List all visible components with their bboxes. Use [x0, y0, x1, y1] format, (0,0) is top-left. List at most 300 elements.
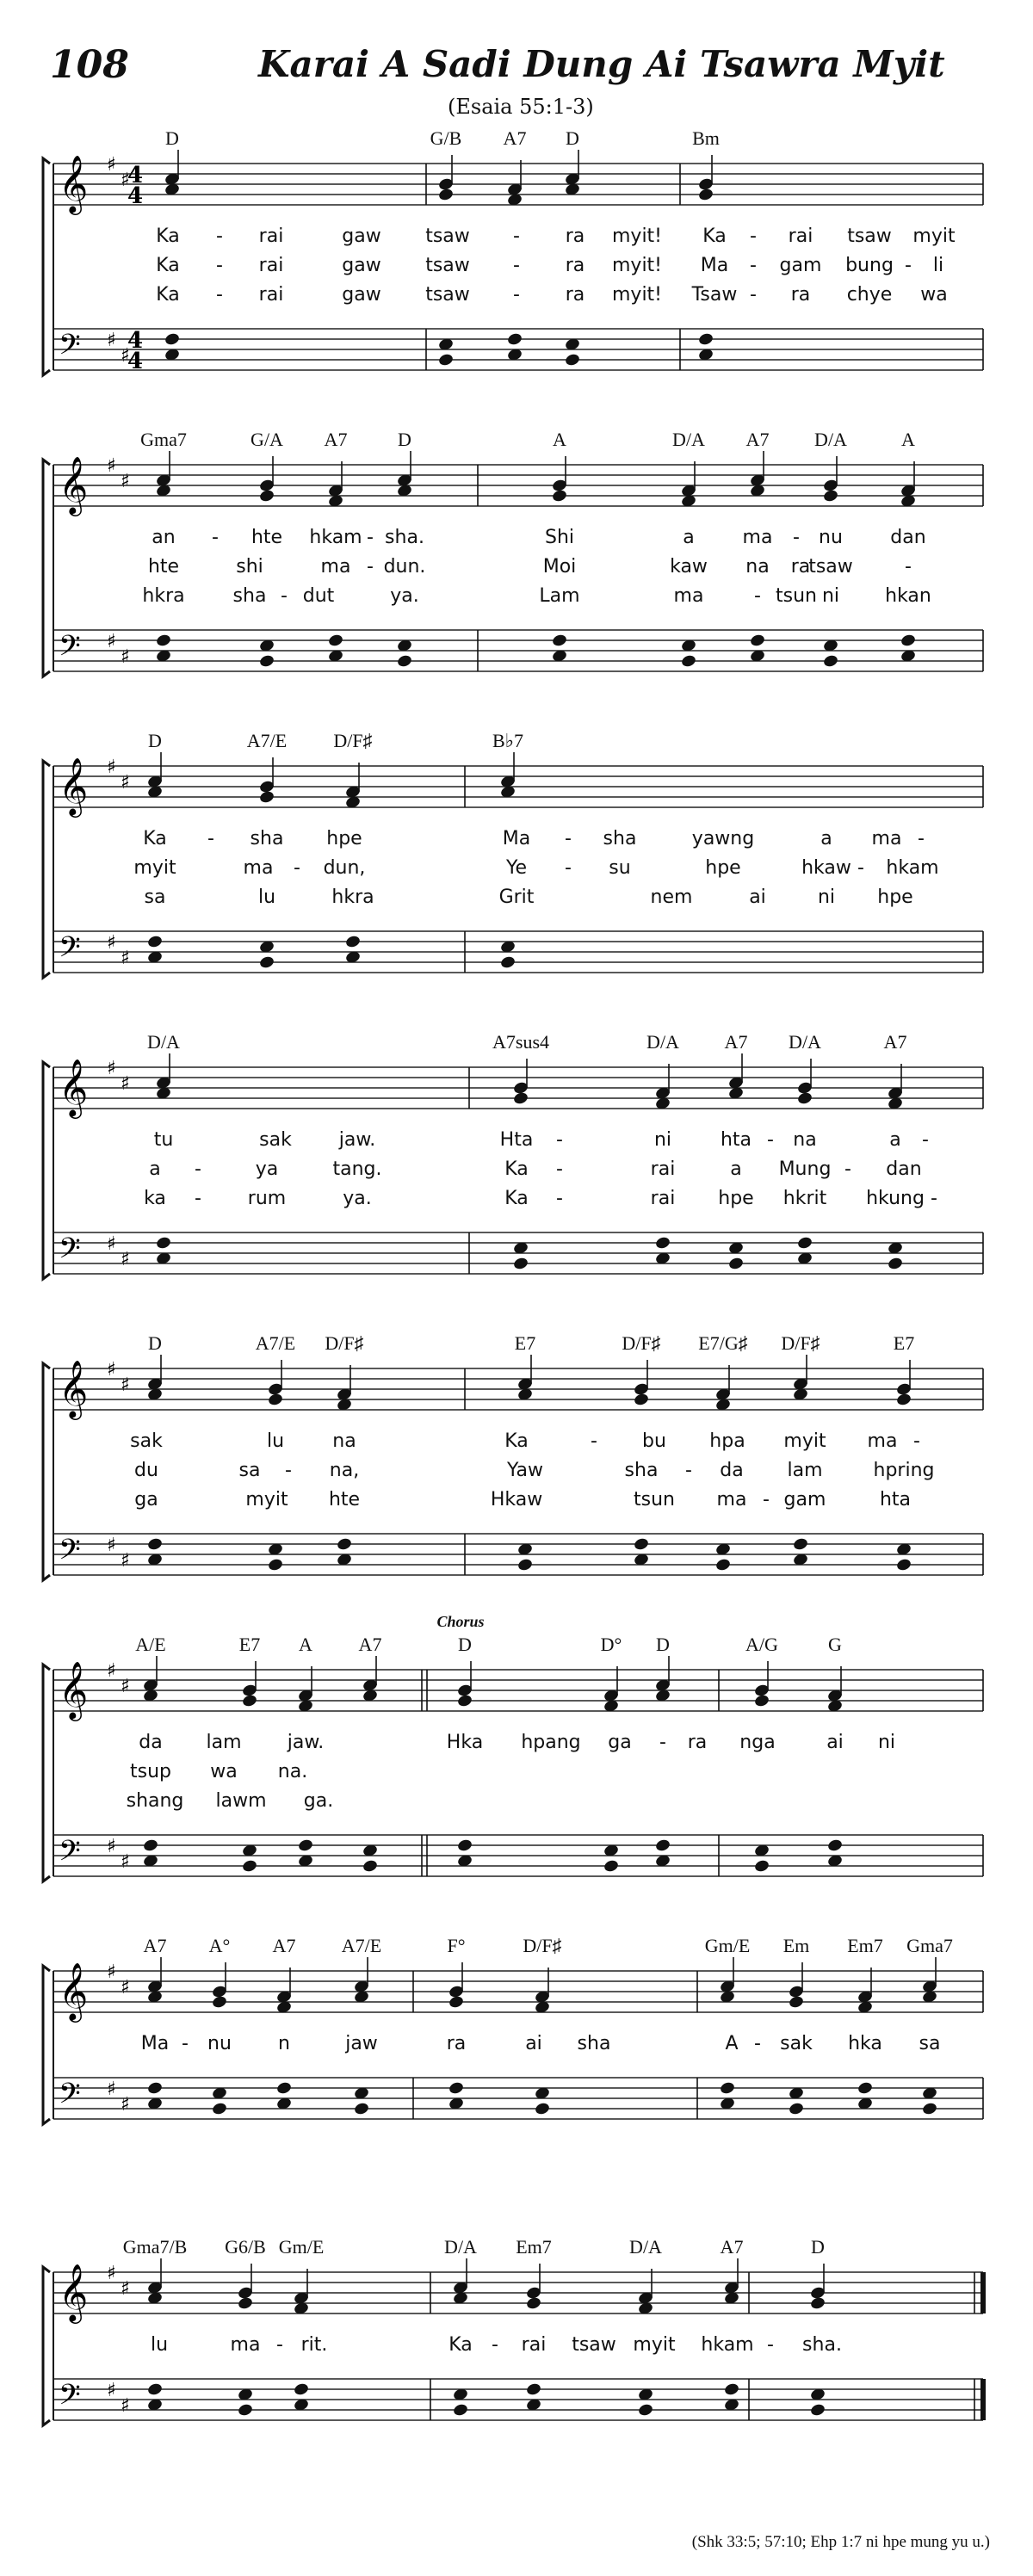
score-system [0, 2229, 1033, 2448]
lyric-syllable: sak [780, 2033, 813, 2054]
sharp-icon: ♯ [107, 932, 116, 954]
lyric-syllable: myit [912, 225, 956, 247]
chord-symbol: A7 [720, 2236, 744, 2258]
bass-clef-icon: 𝄢 [59, 931, 81, 971]
lyric-syllable: Ka [156, 225, 180, 247]
lyric-syllable: hkaw [801, 857, 851, 879]
chord-symbol: D [398, 429, 411, 450]
notehead [809, 2403, 826, 2418]
chord-symbol: A7 [503, 127, 527, 149]
chord-symbol: D [656, 1634, 670, 1655]
lyric-syllable: hkan [885, 585, 931, 607]
sharp-icon: ♯ [107, 1535, 116, 1556]
chord-symbol: D/F♯ [325, 1332, 364, 1354]
lyric-syllable: ra [565, 255, 585, 276]
lyric-syllable: myit [633, 2334, 676, 2356]
lyric-syllable: rai [258, 284, 284, 306]
lyric-syllable: - [195, 1158, 201, 1180]
bass-clef-icon: 𝄢 [59, 2078, 81, 2117]
lyric-syllable: da [139, 1732, 163, 1753]
lyric-syllable: - [918, 828, 925, 849]
lyric-syllable: - [212, 527, 219, 548]
chord-symbol: D/A [814, 429, 847, 450]
chord-symbol: A7/E [255, 1332, 296, 1354]
lyric-syllable: - [857, 857, 864, 879]
notehead [297, 1838, 313, 1853]
chord-symbol: D [458, 1634, 472, 1655]
chord-symbol: G/B [430, 127, 462, 149]
chord-symbol: Gm/E [278, 2236, 325, 2258]
sharp-icon: ♯ [107, 330, 116, 351]
notehead [516, 1558, 533, 1572]
lyric-syllable: hta [720, 1129, 752, 1151]
notehead [146, 935, 163, 949]
lyric-syllable: - [556, 1129, 563, 1151]
notehead [697, 332, 714, 347]
lyric-syllable: ni [653, 1129, 672, 1151]
lyric-syllable: tu [153, 1129, 174, 1151]
notehead [437, 188, 454, 202]
lyric-syllable: hkrit [782, 1188, 827, 1209]
system-bracket [43, 158, 50, 375]
notehead [327, 633, 343, 648]
notehead [697, 188, 714, 202]
lyric-syllable: tsup [130, 1761, 171, 1782]
chord-symbol: A7sus4 [492, 1031, 550, 1053]
lyric-syllable: na [793, 1129, 817, 1151]
chord-symbol: A7/E [246, 730, 288, 751]
lyric-syllable: nu [819, 527, 843, 548]
lyric-syllable: bung [845, 255, 894, 276]
lyric-syllable: rai [258, 255, 284, 276]
lyric-syllable: wa [210, 1761, 238, 1782]
lyric-syllable: - [767, 1129, 774, 1151]
lyric-syllable: chye [846, 284, 893, 306]
lyric-syllable: shi [236, 556, 263, 578]
notehead [237, 2296, 253, 2311]
lyric-syllable: shang [126, 1790, 184, 1812]
lyric-syllable: - [294, 857, 300, 879]
lyric-syllable: - [905, 255, 912, 276]
notehead [727, 1257, 744, 1271]
lyric-syllable: ga [134, 1489, 158, 1510]
lyric-syllable: gam [779, 255, 822, 276]
treble-clef-icon: 𝄞 [59, 1359, 89, 1418]
sharp-icon: ♯ [121, 1977, 130, 1998]
hymn-title: Karai A Sadi Dung Ai Tsawra Myit [258, 43, 945, 85]
treble-clef-icon: 𝄞 [59, 1961, 89, 2020]
lyric-syllable: tsaw [847, 225, 892, 247]
lyric-syllable: wa [920, 284, 948, 306]
lyric-syllable: ga [608, 1732, 632, 1753]
lyric-syllable: rai [650, 1188, 676, 1209]
lyric-syllable: da [720, 1460, 744, 1481]
lyric-syllable: nu [207, 2033, 232, 2054]
notehead [448, 2081, 464, 2096]
notehead [448, 1995, 464, 2010]
lyric-syllable: - [216, 225, 223, 247]
lyric-syllable: - [216, 284, 223, 306]
lyric-syllable: lam [787, 1460, 823, 1481]
score-system [0, 120, 1033, 398]
chord-symbol: A/E [135, 1634, 166, 1655]
lyric-syllable: hpe [877, 886, 913, 908]
lyric-syllable: - [763, 1489, 770, 1510]
notehead [456, 1694, 473, 1708]
lyric-syllable: - [793, 527, 800, 548]
notehead [241, 1859, 257, 1874]
lyric-syllable: tsaw [572, 2334, 616, 2356]
lyric-syllable: sha. [802, 2334, 842, 2356]
notehead [456, 1838, 473, 1853]
notehead [525, 2296, 541, 2311]
notehead [719, 2081, 735, 2096]
lyric-syllable: sha [232, 585, 267, 607]
lyric-syllable: rai [521, 2334, 547, 2356]
lyric-syllable: hpang [521, 1732, 581, 1753]
lyric-syllable: hta [879, 1489, 912, 1510]
lyric-syllable: sha [577, 2033, 611, 2054]
bass-clef-icon: 𝄢 [59, 1835, 81, 1875]
lyric-syllable: - [767, 2334, 774, 2356]
sharp-icon: ♯ [107, 757, 116, 778]
lyric-syllable: sak [259, 1129, 292, 1151]
lyric-syllable: bu [642, 1430, 666, 1452]
chord-symbol: Gma7 [906, 1935, 953, 1956]
system-bracket [43, 1665, 50, 1881]
lyric-syllable: ni [877, 1732, 896, 1753]
lyric-syllable: ya. [390, 585, 419, 607]
chord-symbol: A7/E [341, 1935, 382, 1956]
chord-symbol: D/A [147, 1031, 180, 1053]
notehead [534, 2102, 550, 2116]
time-signature: 4 [127, 163, 144, 188]
scripture-reference: (Esaia 55:1-3) [448, 95, 594, 119]
treble-clef-icon: 𝄞 [59, 757, 89, 815]
notehead [633, 1537, 649, 1552]
notehead [633, 1393, 649, 1407]
sharp-icon: ♯ [121, 1374, 130, 1396]
lyric-syllable: tsaw [808, 556, 853, 578]
lyric-syllable: lu [257, 886, 276, 908]
notehead [146, 2382, 163, 2397]
chord-symbol: A7 [745, 429, 770, 450]
chord-symbol: A [553, 429, 566, 450]
notehead [267, 1558, 283, 1572]
lyric-syllable: Ka [504, 1430, 529, 1452]
chord-symbol: D [148, 1332, 162, 1354]
lyric-syllable: Ma [700, 255, 729, 276]
chord-symbol: D/A [629, 2236, 662, 2258]
notehead [749, 633, 765, 648]
lyric-syllable: ra [790, 556, 811, 578]
lyric-syllable: - [556, 1188, 563, 1209]
lyric-syllable: - [844, 1158, 851, 1180]
lyric-syllable: ma [742, 527, 773, 548]
notehead [499, 955, 516, 970]
sharp-icon: ♯ [107, 455, 116, 477]
lyric-syllable: ra [565, 225, 585, 247]
lyric-syllable: yawng [691, 828, 755, 849]
sharp-icon: ♯ [107, 1660, 116, 1682]
sharp-icon: ♯ [121, 1851, 130, 1873]
lyric-syllable: ya. [343, 1188, 372, 1209]
time-signature: 4 [127, 349, 144, 374]
lyric-syllable: - [750, 225, 757, 247]
notehead [723, 2382, 739, 2397]
notehead [551, 633, 567, 648]
notehead [826, 1838, 843, 1853]
lyric-syllable: lawm [215, 1790, 267, 1812]
notehead [512, 1257, 529, 1271]
lyric-syllable: ai [826, 1732, 844, 1753]
system-bracket [43, 1966, 50, 2124]
lyric-syllable: tsaw [425, 225, 470, 247]
chord-symbol: A° [208, 1935, 231, 1956]
chord-symbol: E7/G♯ [698, 1332, 748, 1354]
lyric-syllable: dun, [323, 857, 366, 879]
sharp-icon: ♯ [121, 1550, 130, 1572]
lyric-syllable: - [513, 255, 520, 276]
notehead [822, 654, 838, 669]
lyric-syllable: gaw [342, 284, 381, 306]
lyric-syllable: tsaw [425, 255, 470, 276]
treble-clef-icon: 𝄞 [59, 455, 89, 514]
chord-symbol: A7 [883, 1031, 907, 1053]
notehead [788, 1995, 804, 2010]
lyric-syllable: du [134, 1460, 158, 1481]
lyric-syllable: myit [783, 1430, 826, 1452]
sharp-icon: ♯ [107, 2263, 116, 2284]
lyric-syllable: dut [302, 585, 335, 607]
chord-symbol: E7 [893, 1332, 915, 1354]
sharp-icon: ♯ [107, 2380, 116, 2401]
lyric-syllable: ra [446, 2033, 467, 2054]
lyric-syllable: tsun [634, 1489, 675, 1510]
lyric-syllable: Ma [140, 2033, 170, 2054]
notehead [267, 1393, 283, 1407]
notehead [258, 489, 275, 503]
notehead [900, 633, 916, 648]
lyric-syllable: kaw [670, 556, 708, 578]
notehead [525, 2382, 541, 2397]
lyric-syllable: sha [250, 828, 284, 849]
chord-symbol: G6/B [225, 2236, 266, 2258]
lyric-syllable: myit! [611, 225, 663, 247]
lyric-syllable: dun. [383, 556, 426, 578]
notehead [237, 2403, 253, 2418]
lyric-syllable: gaw [342, 225, 381, 247]
notehead [146, 1537, 163, 1552]
lyric-syllable: - [591, 1430, 597, 1452]
bass-clef-icon: 𝄢 [59, 1534, 81, 1573]
notehead [258, 955, 275, 970]
lyric-syllable: - [750, 255, 757, 276]
lyric-syllable: - [565, 857, 572, 879]
notehead [680, 654, 696, 669]
notehead [452, 2403, 468, 2418]
lyric-syllable: - [216, 255, 223, 276]
chord-symbol: Bm [692, 127, 720, 149]
lyric-syllable: - [905, 556, 912, 578]
lyric-syllable: Ka [504, 1188, 529, 1209]
lyric-syllable: nga [739, 1732, 776, 1753]
lyric-syllable: hkam [701, 2334, 754, 2356]
lyric-syllable: - [492, 2334, 498, 2356]
chord-symbol: D/A [789, 1031, 821, 1053]
lyric-syllable: ma [867, 1430, 898, 1452]
chord-symbol: E7 [514, 1332, 536, 1354]
notehead [211, 1995, 227, 2010]
treble-clef-icon: 𝄞 [59, 1058, 89, 1116]
lyric-syllable: ra [790, 284, 811, 306]
lyric-syllable: hkra [331, 886, 374, 908]
lyric-syllable: - [207, 828, 214, 849]
time-signature: 4 [127, 328, 144, 354]
lyric-syllable: Mung [778, 1158, 832, 1180]
notehead [275, 2081, 292, 2096]
lyric-syllable: Hka [446, 1732, 484, 1753]
system-bracket [43, 1363, 50, 1580]
lyric-syllable: myit [133, 857, 176, 879]
notehead [654, 1838, 671, 1853]
lyric-syllable: - [931, 1188, 937, 1209]
notehead [164, 332, 180, 347]
sharp-icon: ♯ [107, 2079, 116, 2100]
sharp-icon: ♯ [121, 345, 130, 367]
lyric-syllable: - [367, 556, 374, 578]
notehead [753, 1694, 770, 1708]
lyric-syllable: ma [673, 585, 704, 607]
notehead [654, 1236, 671, 1251]
lyric-syllable: Hkaw [490, 1489, 543, 1510]
lyric-syllable: myit [245, 1489, 288, 1510]
chord-symbol: Gma7/B [122, 2236, 188, 2258]
lyric-syllable: myit! [611, 284, 663, 306]
treble-clef-icon: 𝄞 [59, 2263, 89, 2321]
lyric-syllable: hkam [309, 527, 362, 548]
lyric-syllable: sha [624, 1460, 659, 1481]
lyric-syllable: - [281, 585, 288, 607]
sharp-icon: ♯ [107, 1233, 116, 1255]
chorus-label: Chorus [436, 1613, 485, 1630]
chord-symbol: A7 [724, 1031, 748, 1053]
lyric-syllable: ma [243, 857, 274, 879]
score-system [0, 1024, 1033, 1301]
lyric-syllable: jaw. [338, 1129, 376, 1151]
sharp-icon: ♯ [121, 2278, 130, 2300]
bass-clef-icon: 𝄢 [59, 630, 81, 670]
notehead [921, 2102, 937, 2116]
lyric-syllable: - [754, 585, 761, 607]
chord-symbol: D [811, 2236, 825, 2258]
lyric-syllable: dan [886, 1158, 922, 1180]
lyric-syllable: - [367, 527, 374, 548]
lyric-syllable: rai [258, 225, 284, 247]
lyric-syllable: a [820, 828, 832, 849]
lyric-syllable: hkra [142, 585, 185, 607]
lyric-syllable: rai [788, 225, 813, 247]
chord-symbol: D [566, 127, 579, 149]
lyric-syllable: na [745, 556, 770, 578]
lyric-syllable: Moi [542, 556, 577, 578]
notehead [211, 2102, 227, 2116]
lyric-syllable: sa [238, 1460, 261, 1481]
chord-symbol: Em7 [516, 2236, 552, 2258]
lyric-syllable: Ka [702, 225, 727, 247]
sharp-icon: ♯ [107, 631, 116, 652]
lyric-syllable: an [152, 527, 176, 548]
lyric-syllable: Ka [448, 2334, 473, 2356]
lyric-syllable: Ka [143, 828, 167, 849]
sharp-icon: ♯ [121, 471, 130, 492]
chord-symbol: G [828, 1634, 842, 1655]
lyric-syllable: Shi [544, 527, 575, 548]
lyric-syllable: na, [329, 1460, 360, 1481]
treble-clef-icon: 𝄞 [59, 1660, 89, 1719]
notehead [142, 1838, 158, 1853]
chord-symbol: B♭7 [492, 730, 524, 751]
notehead [146, 2081, 163, 2096]
chord-symbol: A7 [143, 1935, 167, 1956]
bass-clef-icon: 𝄢 [59, 329, 81, 368]
lyric-syllable: - [513, 225, 520, 247]
notehead [792, 1537, 808, 1552]
sharp-icon: ♯ [121, 2395, 130, 2417]
chord-symbol: D/A [444, 2236, 477, 2258]
notehead [258, 790, 275, 805]
lyric-syllable: - [913, 1430, 920, 1452]
sharp-icon: ♯ [107, 1058, 116, 1079]
score-system [0, 1325, 1033, 1603]
lyric-syllable: rum [247, 1188, 287, 1209]
lyric-syllable: hpa [709, 1430, 745, 1452]
notehead [506, 332, 523, 347]
lyric-syllable: Tsaw [691, 284, 738, 306]
lyric-syllable: ai [749, 886, 766, 908]
lyric-syllable: - [285, 1460, 292, 1481]
lyric-syllable: ma [320, 556, 351, 578]
notehead [551, 489, 567, 503]
lyric-syllable: sha. [385, 527, 424, 548]
lyric-syllable: - [922, 1129, 929, 1151]
notehead [637, 2403, 653, 2418]
notehead [293, 2382, 309, 2397]
chord-symbol: D° [600, 1634, 622, 1655]
lyric-syllable: lu [150, 2334, 169, 2356]
notehead [809, 2296, 826, 2311]
notehead [344, 935, 361, 949]
system-bracket [43, 460, 50, 676]
sharp-icon: ♯ [121, 1249, 130, 1270]
lyric-syllable: Ka [156, 284, 180, 306]
chord-symbol: D/F♯ [781, 1332, 820, 1354]
chord-symbol: A7 [358, 1634, 382, 1655]
sharp-icon: ♯ [107, 154, 116, 176]
score-system [0, 723, 1033, 1000]
chord-symbol: D [165, 127, 179, 149]
chord-symbol: Gma7 [140, 429, 187, 450]
bass-clef-icon: 𝄢 [59, 2379, 81, 2418]
lyric-syllable: lam [206, 1732, 242, 1753]
sharp-icon: ♯ [121, 1676, 130, 1697]
lyric-syllable: tsaw [425, 284, 470, 306]
chord-symbol: E7 [238, 1634, 261, 1655]
chord-symbol: F° [447, 1935, 466, 1956]
chord-symbol: D/F♯ [622, 1332, 661, 1354]
lyric-syllable: tang. [332, 1158, 382, 1180]
lyric-syllable: li [932, 255, 944, 276]
